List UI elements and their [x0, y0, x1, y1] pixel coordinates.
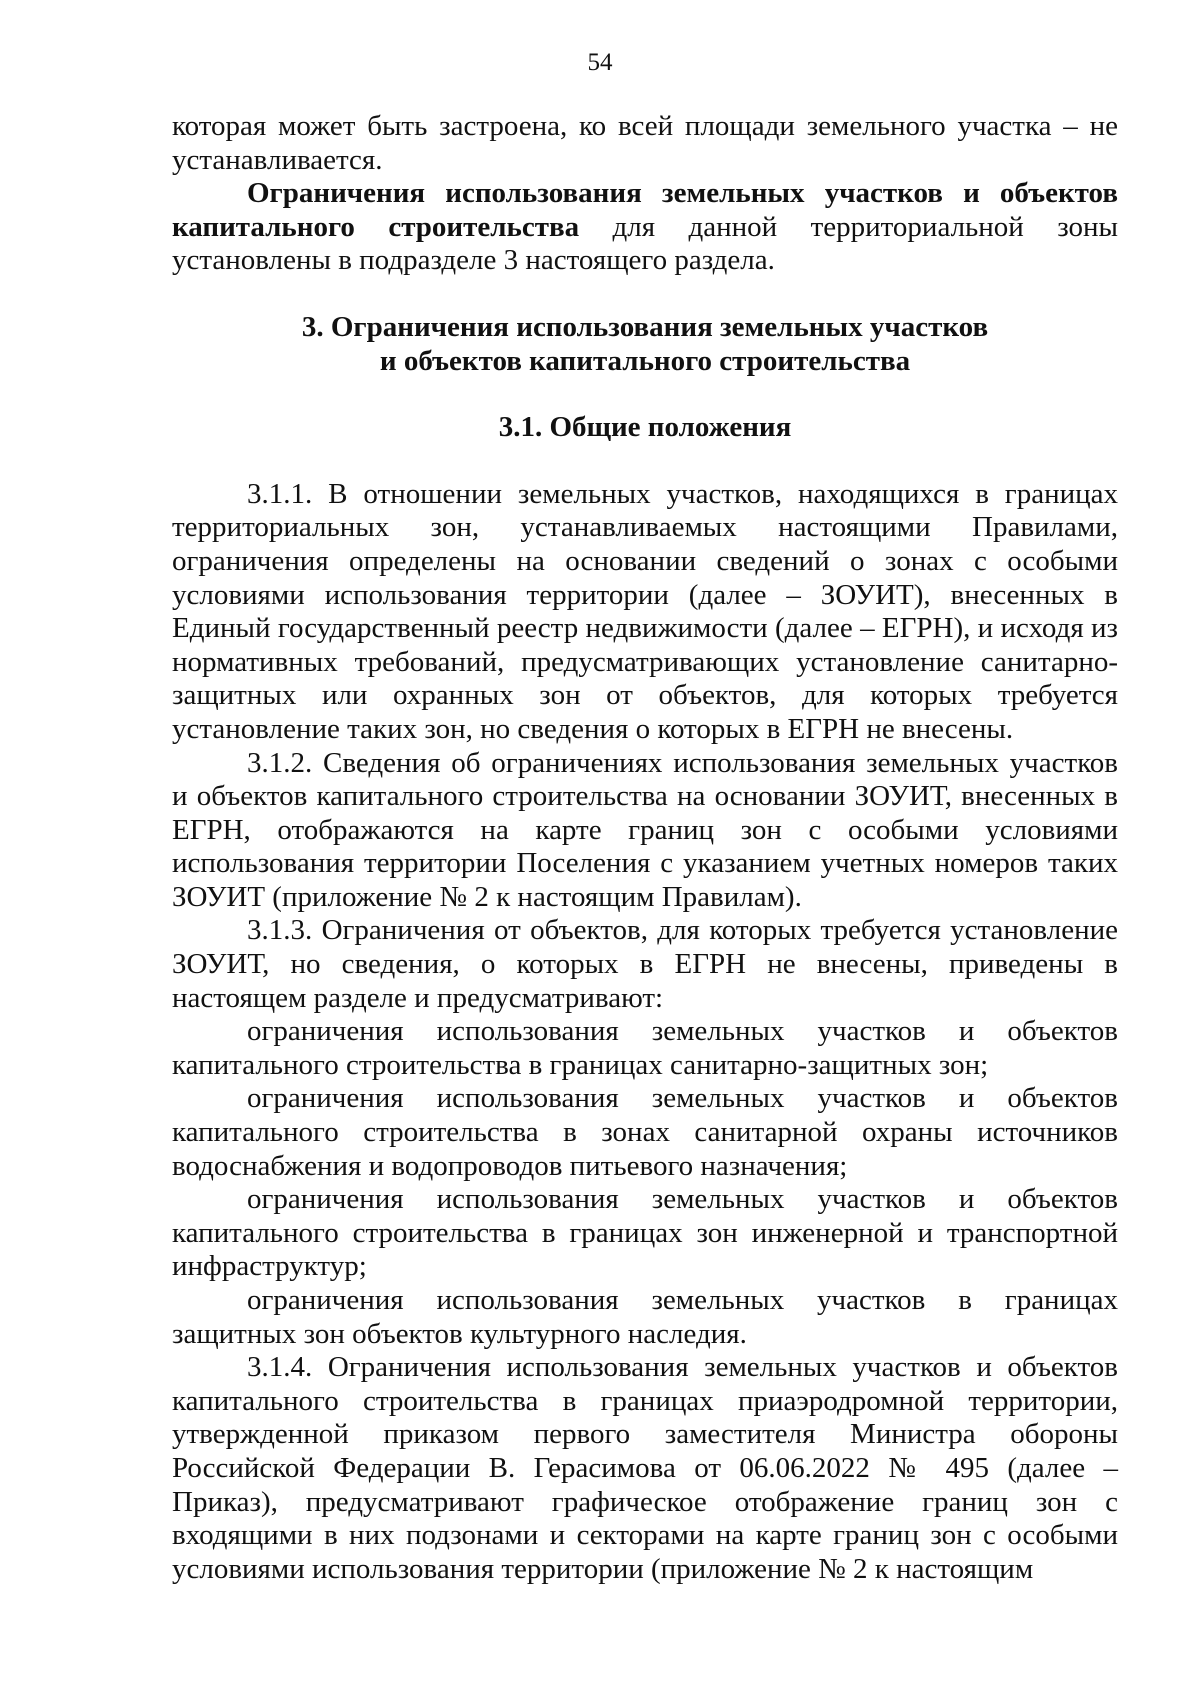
list-item-infrastructure-zones: ограничения использования земельных участков и объектов капитального строительства в границах зон инженерной и транспортной инфраструктур;: [172, 1183, 1118, 1283]
paragraph-continuation: которая может быть застроена, ко всей площади земельного участка – не устанавливается.: [172, 110, 1118, 176]
list-item-sanitary-zones: ограничения использования земельных участков и объектов капитального строительства в границах санитарно-защитных зон;: [172, 1015, 1118, 1081]
document-body: [172, 110, 1118, 1586]
subsection-heading-3-1: 3.1. Общие положения: [498, 411, 792, 444]
page-number: 54: [587, 49, 613, 76]
list-item-heritage-zones: ограничения использования земельных участков в границах защитных зон объектов культурного наследия.: [172, 1284, 1118, 1350]
paragraph-3-1-3: 3.1.3. Ограничения от объектов, для которых требуется установление ЗОУИТ, но сведения, о которых в ЕГРН не внесены, приведены в настоящем разделе и предусматривают:: [172, 914, 1118, 1014]
section-heading-line-2: и объектов капитального строительства: [379, 344, 911, 377]
section-heading-line-1: 3. Ограничения использования земельных участков: [301, 310, 989, 343]
section-heading-3: [172, 311, 1118, 378]
paragraph-restrictions-note: [172, 177, 1118, 278]
paragraph-3-1-4: 3.1.4. Ограничения использования земельных участков и объектов капитального строительства в границах приаэродромной территории, утвержденной приказом первого заместителя Министра обороны Российской Федерации В. Герасимова от 06.06.2022 № 495 (далее – Приказ), предусматривают графическое отображение границ зон с входящими в них подзонами и секторами на карте границ зон с особыми условиями использования территории (приложение № 2 к настоящим: [172, 1351, 1118, 1585]
paragraph-text: для данной территориальной зоны установлены в подразделе 3 настоящего раздела.: [172, 210, 1119, 277]
bold-phrase: Ограничения использования земельных участков и объектов капитального строительства: [172, 177, 1118, 243]
paragraph-3-1-1: 3.1.1. В отношении земельных участков, находящихся в границах территориальных зон, устанавливаемых настоящими Правилами, ограничения определены на основании сведений о зонах с особыми условиями использования территории (далее – ЗОУИТ), внесенных в Единый государственный реестр недвижимости (далее – ЕГРН), и исходя из нормативных требований, предусматривающих установление санитарно-защитных или охранных зон от объектов, для которых требуется установление таких зон, но сведения о которых в ЕГРН не внесены.: [172, 477, 1118, 745]
paragraph-3-1-2: 3.1.2. Сведения об ограничениях использования земельных участков и объектов капитального строительства на основании ЗОУИТ, внесенных в ЕГРН, отображаются на карте границ зон с особыми условиями использования территории Поселения с указанием учетных номеров таких ЗОУИТ (приложение № 2 к настоящим Правилам).: [172, 746, 1118, 913]
list-item-water-protection: ограничения использования земельных участков и объектов капитального строительства в зонах санитарной охраны источников водоснабжения и водопроводов питьевого назначения;: [172, 1082, 1118, 1182]
